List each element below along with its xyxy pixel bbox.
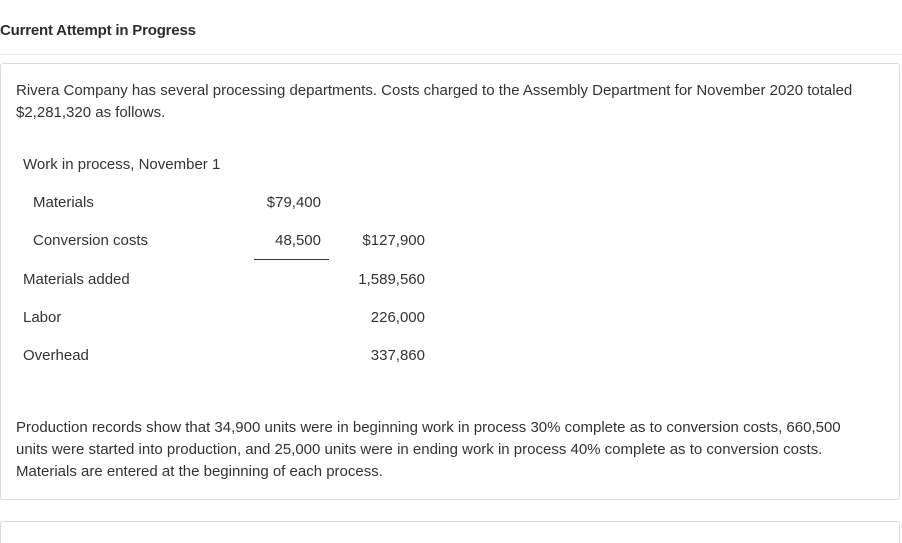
conversion-amount: 48,500 [275,232,321,249]
wip-total-amount: $127,900 [362,232,425,249]
materials-label: Materials [33,194,94,211]
materials-amount: $79,400 [266,194,321,211]
overhead-amount: 337,860 [370,347,425,364]
labor-amount: 226,000 [370,309,425,326]
labor-row [23,309,443,331]
conversion-label: Conversion costs [33,232,149,249]
materials-added-amount: 1,589,560 [358,271,425,288]
production-records-text: Production records show that 34,900 units were in beginning work in process 30% complete as to conversion costs, 660,500 units were started into production, and 25,000 units were in ending work in process 40% complete as to conversion costs. Materials are entered at the beginning of each process. [16,419,841,480]
conversion-row [23,232,443,254]
problem-intro-text: Rivera Company has several processing departments. Costs charged to the Assembly Department for November 2020 totaled $2,281,320 as follows. [16,82,853,121]
labor-label: Labor [23,309,62,326]
wip-label: Work in process, November 1 [23,156,221,173]
materials-added-row [23,271,443,293]
next-card [0,521,900,543]
materials-row [23,194,443,216]
overhead-label: Overhead [23,347,89,364]
materials-added-label: Materials added [23,271,130,288]
attempt-status-heading: Current Attempt in Progress [0,22,196,39]
problem-card [0,63,900,500]
subtotal-underline [254,259,329,260]
overhead-row [23,347,443,369]
wip-row [23,156,443,178]
header-divider [0,54,902,55]
